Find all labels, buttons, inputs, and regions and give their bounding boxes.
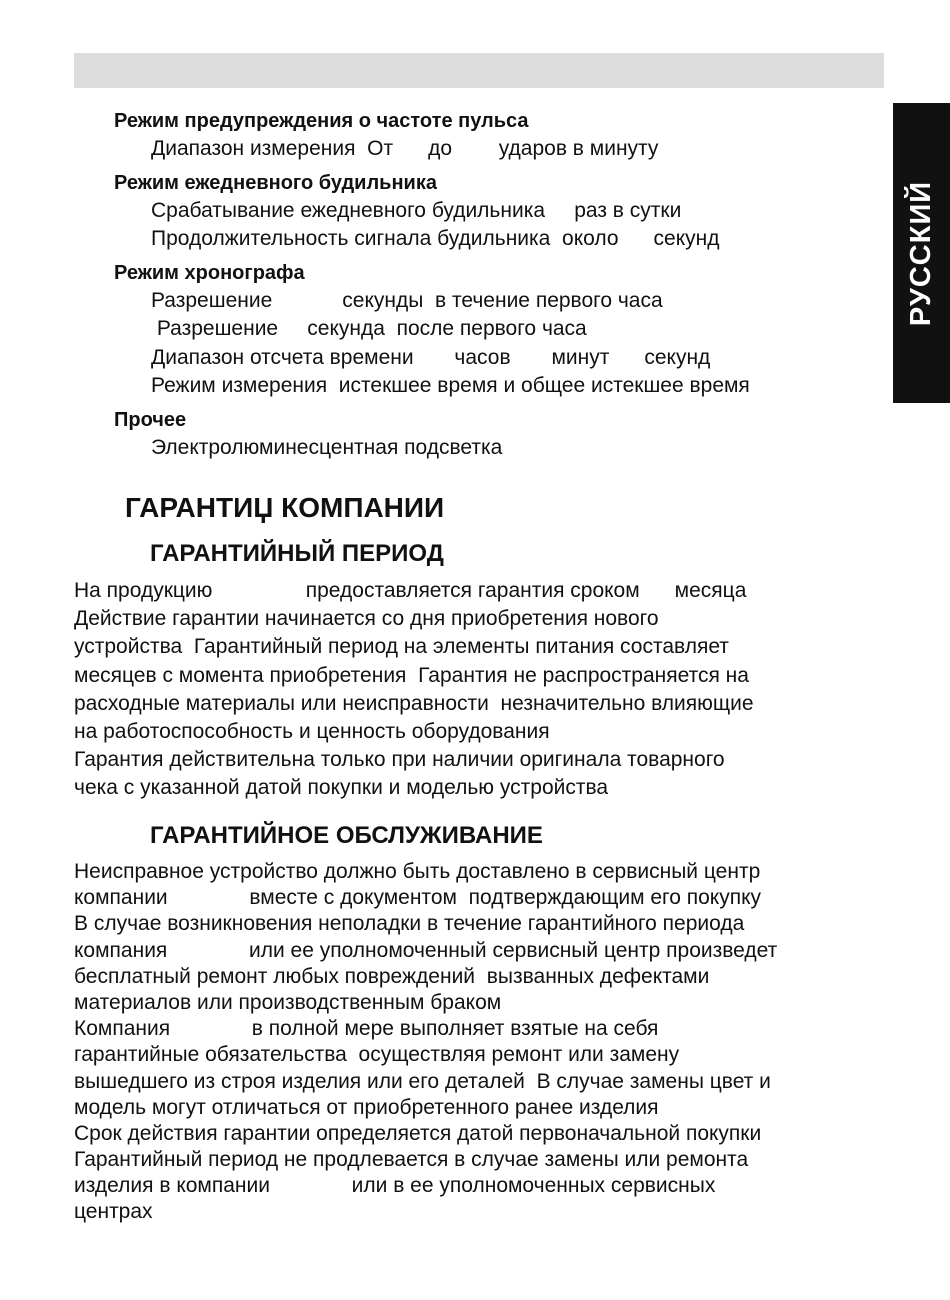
text-line: вышедшего из строя изделия или его деталей В случае замены цвет и (74, 1069, 771, 1093)
text-line: Компания в полной мере выполняет взятые на себя (74, 1017, 659, 1041)
text-line: бесплатный ремонт любых повреждений вызванных дефектами (74, 964, 710, 988)
text-line: Гарантийный период не продлевается в случае замены или ремонта (74, 1148, 749, 1172)
spec-title: Прочее (114, 408, 187, 431)
language-tab-label: РУССКИЙ (905, 180, 937, 326)
spec-line: Срабатывание ежедневного будильника раз в сутки (151, 198, 682, 222)
warranty-period-text (74, 577, 904, 803)
text-line: центрах (74, 1200, 153, 1224)
warranty-title: ГАРАНТИЏ КОМПАНИИ (125, 492, 445, 523)
text-line: изделия в компании или в ее уполномоченных сервисных (74, 1174, 716, 1198)
spec-title: Режим предупреждения о частоте пульса (114, 110, 529, 132)
text-line: на работоспособность и ценность оборудования (74, 719, 550, 743)
page-header-bar (74, 53, 884, 88)
text-line: модель могут отличаться от приобретенного ранее изделия (74, 1095, 659, 1119)
text-line: расходные материалы или неисправности незначительно влияющие (74, 691, 754, 715)
spec-line: Электролюминесцентная подсветка (151, 435, 503, 459)
text-line: Срок действия гарантии определяется датой первоначальной покупки (74, 1121, 762, 1145)
spec-line: Продолжительность сигнала будильника около секунд (151, 227, 720, 250)
text-line: Гарантия действительна только при наличии оригинала товарного (74, 748, 725, 772)
text-line: Неисправное устройство должно быть доставлено в сервисный центр (74, 860, 761, 883)
spec-line: Диапазон измерения От до ударов в минуту (151, 137, 659, 160)
spec-line: Диапазон отсчета времени часов минут секунд (151, 345, 711, 369)
spec-title: Режим ежедневного будильника (114, 171, 437, 194)
spec-group-daily-alarm (114, 170, 874, 254)
text-line: устройства Гарантийный период на элементы питания составляет (74, 635, 729, 659)
spec-line: Режим измерения истекшее время и общее истекшее время (151, 374, 750, 397)
text-line: Действие гарантии начинается со дня приобретения нового (74, 607, 659, 631)
warranty-service-heading: ГАРАНТИЙНОЕ ОБСЛУЖИВАНИЕ (150, 822, 543, 849)
spec-line: Разрешение секунда после первого часа (151, 317, 587, 340)
text-line: компания или ее уполномоченный сервисный центр произведет (74, 938, 778, 962)
spec-group-pulse-alarm (114, 108, 874, 164)
text-line: чека с указанной датой покупки и моделью устройства (74, 776, 609, 800)
spec-title: Режим хронографа (114, 261, 305, 284)
spec-group-chronograph (114, 260, 874, 401)
language-tab (893, 103, 950, 403)
spec-group-other (114, 407, 874, 463)
text-line: месяцев с момента приобретения Гарантия не распространяется на (74, 663, 749, 687)
text-line: компании вместе с документом подтверждающим его покупку (74, 886, 762, 910)
text-line: В случае возникновения неполадки в течение гарантийного периода (74, 912, 745, 936)
warranty-period-heading: ГАРАНТИЙНЫЙ ПЕРИОД (150, 540, 444, 567)
text-line: материалов или производственным браком (74, 990, 502, 1014)
text-line: гарантийные обязательства осуществляя ремонт или замену (74, 1043, 680, 1067)
spec-line: Разрешение секунды в течение первого часа (151, 288, 663, 312)
specifications (114, 108, 874, 468)
text-line: На продукцию предоставляется гарантия сроком месяца (74, 579, 747, 602)
warranty-service-text (74, 859, 904, 1226)
